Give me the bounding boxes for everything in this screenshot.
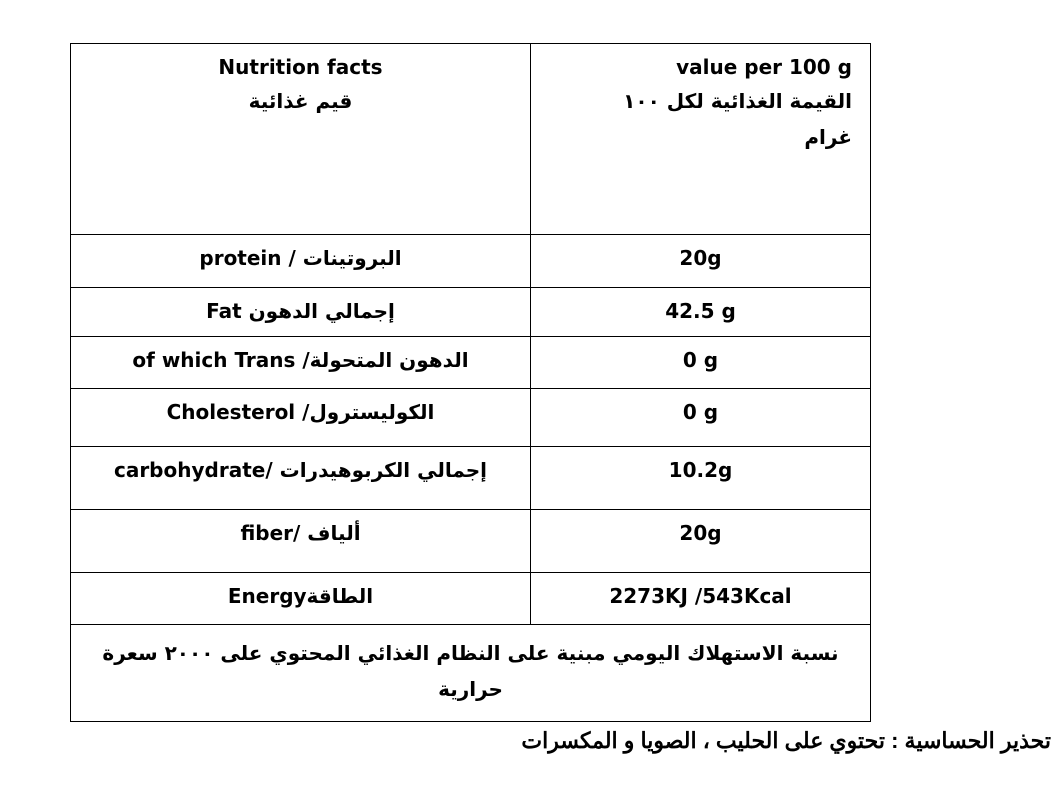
header-value-ar-line1: القيمة الغذائية لكل ١٠٠ xyxy=(623,89,852,113)
row-label-cell xyxy=(71,288,531,337)
row-label: الدهون المتحولة/ of which Trans xyxy=(132,348,469,372)
header-label-cell xyxy=(71,44,531,235)
row-value-cell xyxy=(531,288,871,337)
header-label-en: Nutrition facts xyxy=(218,55,383,79)
row-value: 0 g xyxy=(682,400,719,424)
row-value-cell xyxy=(531,447,871,510)
row-value: 10.2g xyxy=(668,458,733,482)
row-label: إجمالي الكربوهيدرات /carbohydrate xyxy=(113,458,488,482)
row-label: الطاقةEnergy xyxy=(227,584,374,608)
row-value-cell xyxy=(531,235,871,288)
table-row xyxy=(71,389,871,447)
row-value-cell xyxy=(531,510,871,573)
table-note-row xyxy=(71,625,871,722)
daily-value-note: نسبة الاستهلاك اليومي مبنية على النظام الغذائي المحتوي على ٢٠٠٠ سعرة حرارية xyxy=(102,641,839,701)
row-label-cell xyxy=(71,573,531,625)
row-value: 20g xyxy=(679,246,722,270)
table-row xyxy=(71,510,871,573)
table-row xyxy=(71,447,871,510)
row-label: إجمالي الدهون Fat xyxy=(206,299,395,323)
row-value-cell xyxy=(531,389,871,447)
row-value-cell xyxy=(531,337,871,389)
row-value-cell xyxy=(531,573,871,625)
row-label: البروتينات / protein xyxy=(199,246,402,270)
table-row xyxy=(71,235,871,288)
row-label-cell xyxy=(71,389,531,447)
table-header-row xyxy=(71,44,871,235)
nutrition-table xyxy=(70,43,871,722)
row-value: 0 g xyxy=(682,348,719,372)
header-value-en: value per 100 g xyxy=(676,55,852,79)
table-row xyxy=(71,288,871,337)
header-value-cell xyxy=(531,44,871,235)
note-cell xyxy=(71,625,871,722)
row-value: 20g xyxy=(679,521,722,545)
allergy-warning: تحذير الحساسية : تحتوي على الحليب ، الصويا و المكسرات xyxy=(521,728,1051,753)
row-label: الكوليسترول/ Cholesterol xyxy=(166,400,435,424)
header-value-ar-line2: غرام xyxy=(804,125,852,149)
row-value: 42.5 g xyxy=(665,299,736,323)
row-label-cell xyxy=(71,337,531,389)
table-row xyxy=(71,337,871,389)
row-label-cell xyxy=(71,447,531,510)
row-label-cell xyxy=(71,235,531,288)
header-label-ar: قيم غذائية xyxy=(248,89,353,113)
row-value: 2273KJ /543Kcal xyxy=(609,584,792,608)
row-label: ألياف /fiber xyxy=(240,521,361,545)
table-row xyxy=(71,573,871,625)
row-label-cell xyxy=(71,510,531,573)
